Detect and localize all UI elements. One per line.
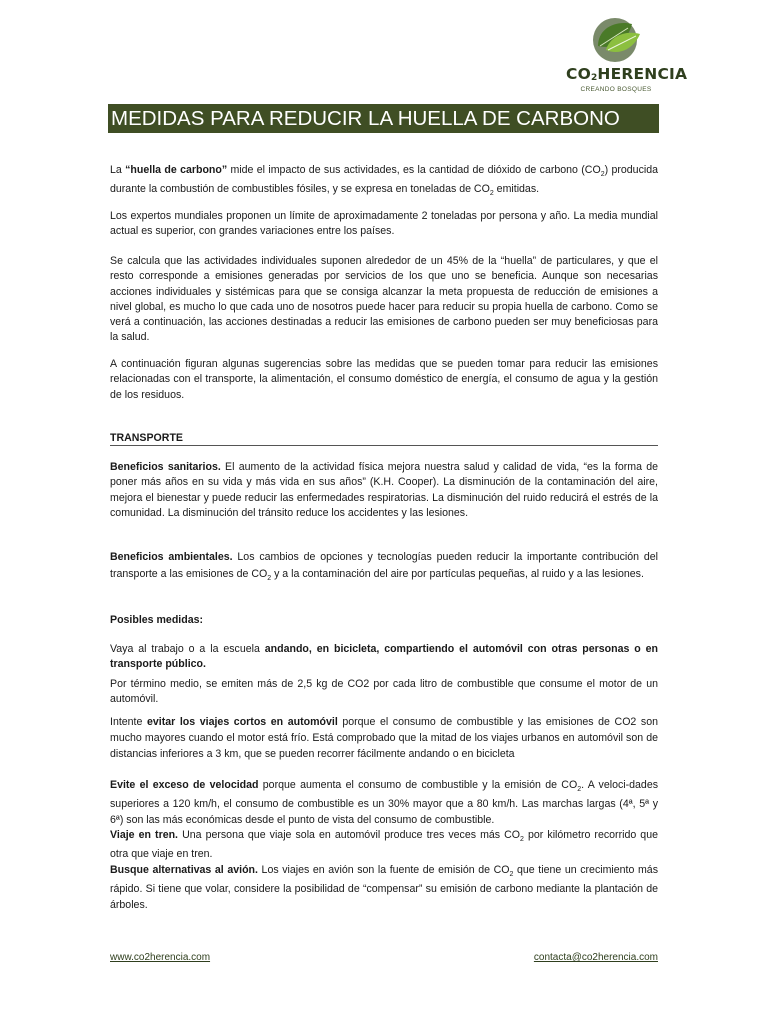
posibles-medidas-heading: Posibles medidas: bbox=[110, 614, 204, 626]
footer-website-link[interactable]: www.co2herencia.com bbox=[110, 952, 211, 963]
intro-paragraph-2: Los expertos mundiales proponen un límite de aproximadamente 2 toneladas por persona y año. La media mundial actual es superior, con grandes variaciones entre los países. bbox=[110, 210, 658, 238]
brand-logo bbox=[566, 16, 688, 94]
intro-paragraph-3: Se calcula que las actividades individuales suponen alrededor de un 45% de la “huella” de particulares, y que el resto corresponde a emisiones generadas por servicios de los que uno se beneficia. Aunque son necesarias acciones individuales y sistémicas para que se consiga alcanzar la meta propuesta de reducción de emisiones a nivel global, es mucho lo que cada uno de nosotros puede hacer para reducir su propia huella de carbono. Como se verá a continuación, las acciones destinadas a reducir las emisiones de carbono pueden ser muy beneficiosas para la salud. bbox=[110, 255, 658, 344]
medida-andando: Vaya al trabajo o a la escuela andando, en bicicleta, compartiendo el automóvil con otras personas o en transporte público. bbox=[110, 643, 658, 671]
section-heading-transporte: TRANSPORTE bbox=[110, 431, 658, 446]
medida-co2-litro: Por término medio, se emiten más de 2,5 kg de CO2 por cada litro de combustible que consume el motor de un automóvil. bbox=[110, 678, 658, 706]
medida-avion: Busque alternativas al avión. Los viajes en avión son la fuente de emisión de $CO_2$ que tiene un crecimiento más rápido. Si tiene que volar, considere la posibilidad de “compensar” su emisión de carbono mediante la plantación de árboles. bbox=[110, 864, 658, 911]
brand-name: $CO_2HERENCIA$ bbox=[566, 65, 688, 83]
page-title: MEDIDAS PARA REDUCIR LA HUELLA DE CARBONO bbox=[108, 104, 659, 133]
medida-tren: Viaje en tren. Una persona que viaje sola en automóvil produce tres veces más $CO_2$ por kilómetro recorrido que otra que viaje en tren. bbox=[110, 829, 658, 861]
leaf-logo-icon bbox=[588, 16, 644, 64]
medida-velocidad: Evite el exceso de velocidad porque aumenta el consumo de combustible y la emisión de $CO_2$. A veloci-dades superiores a 120 km/h, el consumo de combustible es un 30% mayor que a 80 km/h. Las marchas largas (4ª, 5ª y 6ª) son las más económicas desde el punto de vista del consumo de combustible. bbox=[110, 779, 659, 826]
beneficios-sanitarios: Beneficios sanitarios. El aumento de la actividad física mejora nuestra salud y calidad de vida, “es la forma de poner más años en su vida y más vida en sus años” (K.H. Cooper). La disminución de la contaminación del aire, mejora el bienestar y puede reducir las enfermedades respiratorias. La disminución del ruido reducirá el estrés de la comunidad. La disminución del tránsito reduce los accidentes y las lesiones. bbox=[110, 461, 658, 519]
intro-paragraph-1: La “huella de carbono” mide el impacto de sus actividades, es la cantidad de dióxido de carbono $(CO_2)$ producida durante la combustión de combustibles fósiles, y se expresa en toneladas de $CO_2$ emitidas. bbox=[110, 164, 659, 198]
intro-paragraph-4: A continuación figuran algunas sugerencias sobre las medidas que se pueden tomar para reducir las emisiones relacionadas con el transporte, la alimentación, el consumo doméstico de energía, el consumo de agua y la gestión de los residuos. bbox=[110, 358, 658, 401]
brand-tagline: CREANDO BOSQUES bbox=[580, 86, 652, 93]
footer-email-link[interactable]: contacta@co2herencia.com bbox=[533, 952, 658, 963]
medida-viajes-cortos: Intente evitar los viajes cortos en automóvil porque el consumo de combustible y las emisiones de CO2 son mucho mayores cuando el motor está frío. Está comprobado que la mitad de los viajes urbanos en automóvil son de distancias inferiores a 3 km, que se pueden recorrer fácilmente andando o en bicicleta bbox=[110, 716, 658, 760]
beneficios-ambientales: Beneficios ambientales. Los cambios de opciones y tecnologías pueden reducir la importante contribución del transporte a las emisiones de $CO_2$ y a la contaminación del aire por partículas pequeñas, al ruido y a las lesiones. bbox=[110, 551, 659, 582]
